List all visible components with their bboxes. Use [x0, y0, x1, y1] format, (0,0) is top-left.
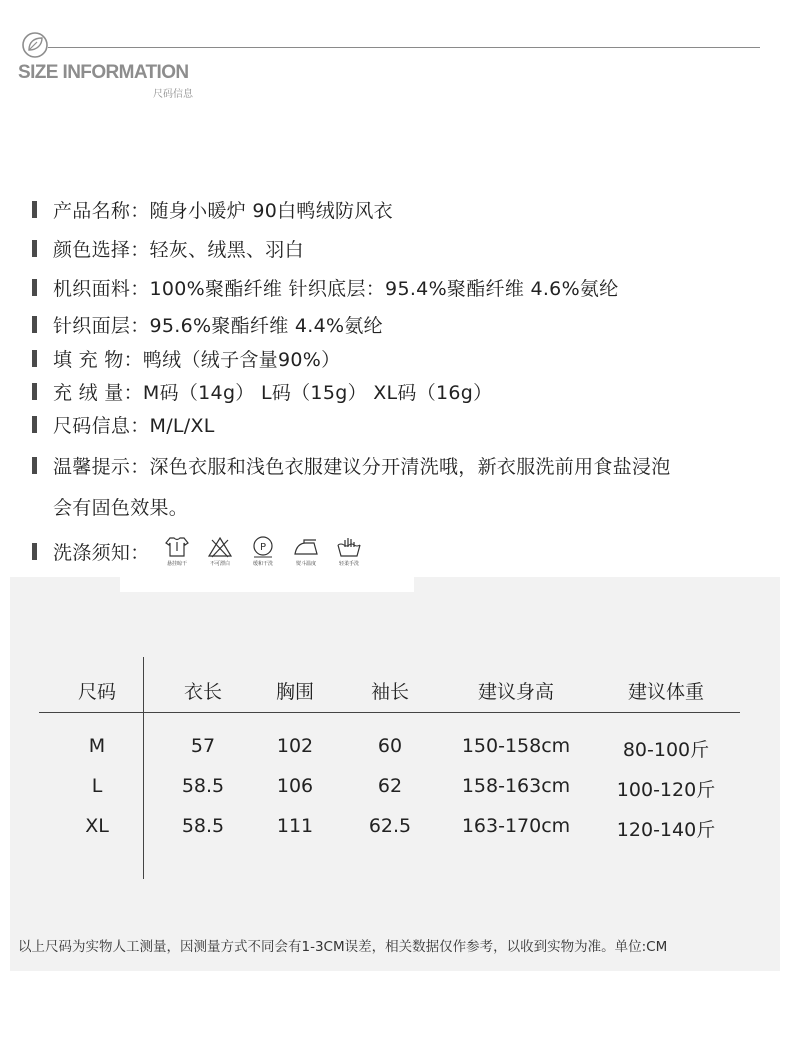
measurement-note: 以上尺码为实物人工测量，因测量方式不同会有1-3CM误差，相关数据仅作参考，以收到实物为准。单位:CM	[18, 939, 668, 955]
table-cell: 158-163cm	[461, 775, 571, 797]
bullet-bar	[32, 316, 37, 333]
table-cell: 111	[276, 815, 314, 837]
table-cell: 58.5	[181, 775, 225, 797]
table-cell: 62.5	[368, 815, 412, 837]
table-header-height: 建议身高	[477, 681, 555, 703]
info-text: 产品名称：随身小暖炉 90白鸭绒防风衣	[53, 200, 393, 222]
bullet-bar	[32, 279, 37, 296]
care-item	[285, 535, 328, 567]
care-item	[328, 535, 371, 567]
iron-temperature-icon	[292, 535, 320, 559]
table-cell: 163-170cm	[461, 815, 571, 837]
bullet-bar	[32, 240, 37, 257]
table-header-weight: 建议体重	[627, 681, 705, 703]
table-cell: L	[91, 775, 103, 797]
info-text: 机织面料：100%聚酯纤维 针织底层：95.4%聚酯纤维 4.6%氨纶	[53, 278, 619, 300]
info-row	[32, 345, 340, 372]
info-text: 尺码信息：M/L/XL	[53, 415, 215, 437]
table-horizontal-divider	[39, 712, 740, 713]
info-row	[32, 311, 383, 338]
table-vertical-divider	[143, 657, 144, 879]
size-table-panel	[10, 577, 780, 971]
table-cell: 80-100斤	[622, 739, 710, 761]
info-row	[32, 411, 215, 438]
info-text: 填 充 物：鸭绒（绒子含量90%）	[53, 349, 341, 371]
care-label: 洗涤须知：	[53, 541, 150, 564]
info-text: 温馨提示：深色衣服和浅色衣服建议分开清洗哦，新衣服洗前用食盐浸泡	[53, 456, 671, 478]
section-title: SIZE INFORMATION	[18, 62, 189, 83]
table-cell: XL	[85, 815, 109, 837]
table-header-size: 尺码	[77, 681, 117, 703]
panel-notch	[120, 577, 414, 592]
table-cell: 100-120斤	[616, 779, 716, 801]
svg-text:P: P	[260, 542, 267, 553]
table-cell: M	[88, 735, 106, 757]
hand-wash-icon	[335, 535, 363, 559]
care-item-label: 轻柔手洗	[339, 561, 360, 567]
care-item-label: 熨斗温度	[296, 561, 317, 567]
table-cell: 102	[276, 735, 314, 757]
bullet-bar	[32, 416, 37, 433]
table-header-chest: 胸围	[275, 681, 315, 703]
bullet-bar	[32, 457, 37, 474]
care-item-label: 悬挂晾干	[167, 561, 188, 567]
bullet-bar	[32, 201, 37, 218]
table-cell: 62	[377, 775, 403, 797]
table-header-sleeve: 袖长	[370, 681, 410, 703]
header-divider	[48, 47, 760, 48]
care-item	[242, 535, 285, 567]
care-icons	[156, 535, 371, 567]
info-row	[32, 196, 393, 223]
table-cell: 60	[377, 735, 403, 757]
info-text: 充 绒 量：M码（14g） L码（15g） XL码（16g）	[53, 382, 493, 404]
bullet-bar	[32, 350, 37, 367]
info-row	[32, 452, 671, 479]
table-header-length: 衣长	[183, 681, 223, 703]
no-bleach-icon	[206, 535, 234, 559]
info-row	[32, 378, 492, 405]
section-subtitle: 尺码信息	[153, 89, 193, 100]
table-cell: 120-140斤	[616, 819, 716, 841]
table-cell: 57	[190, 735, 216, 757]
leaf-icon	[20, 30, 50, 60]
care-item	[199, 535, 242, 567]
table-cell: 58.5	[181, 815, 225, 837]
care-row	[32, 535, 371, 567]
bullet-bar	[32, 543, 37, 560]
care-item-label: 不可漂白	[210, 561, 231, 567]
info-text: 针织面层：95.6%聚酯纤维 4.4%氨纶	[53, 315, 383, 337]
hang-dry-icon	[163, 535, 191, 559]
info-row	[32, 274, 619, 301]
info-row	[32, 235, 304, 262]
gentle-dry-clean-icon	[249, 535, 277, 559]
bullet-bar	[32, 383, 37, 400]
info-text: 颜色选择：轻灰、绒黑、羽白	[53, 239, 304, 261]
care-item	[156, 535, 199, 567]
table-cell: 106	[276, 775, 314, 797]
info-continuation: 会有固色效果。	[53, 497, 189, 519]
care-item-label: 缓和干洗	[253, 561, 274, 567]
table-cell: 150-158cm	[461, 735, 571, 757]
